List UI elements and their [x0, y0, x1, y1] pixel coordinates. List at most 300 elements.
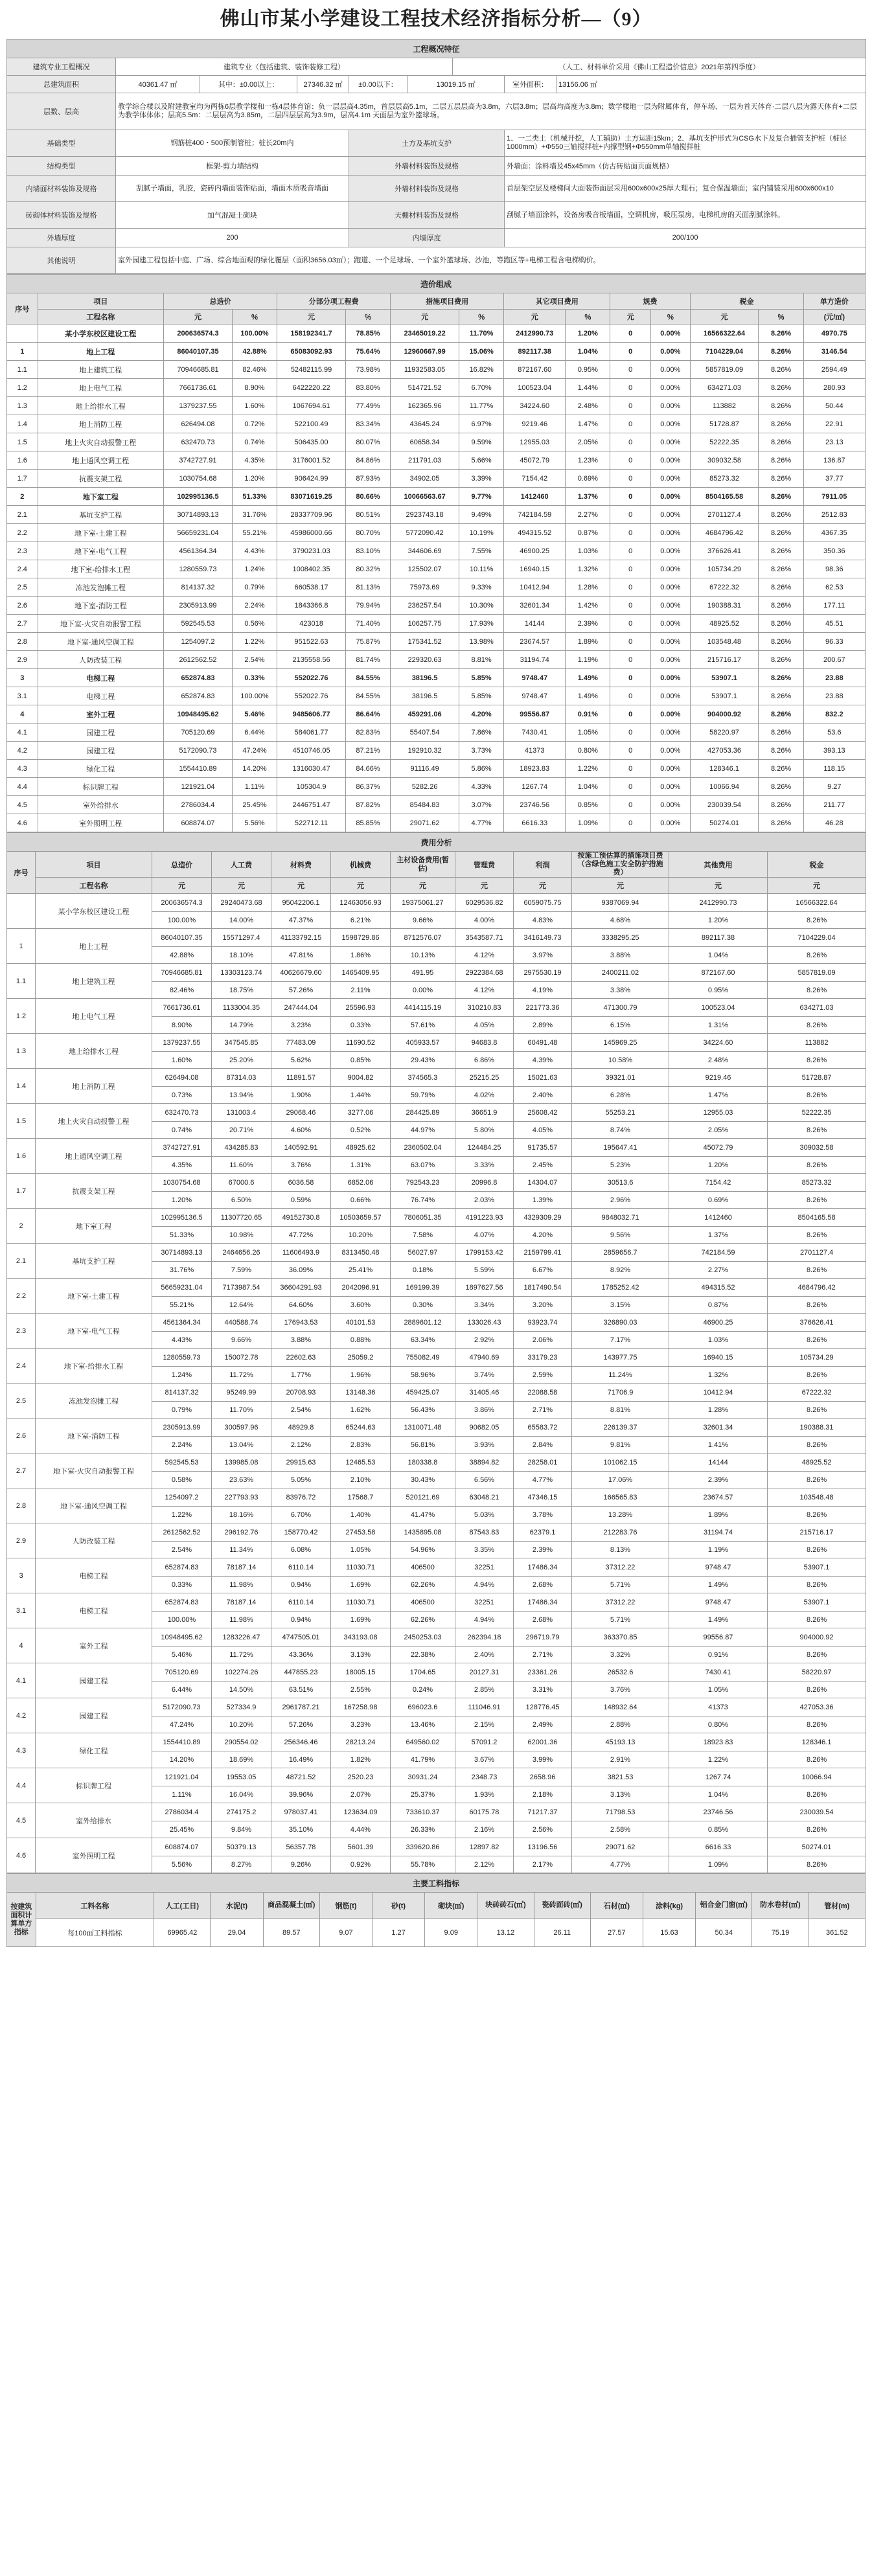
fee-percent: 2.10% [331, 1472, 391, 1488]
cost-value: 427053.36 [690, 742, 759, 760]
fee-value: 374565.3 [391, 1069, 455, 1087]
fee-percent: 18.75% [212, 982, 271, 999]
cost-value: 0.80% [566, 742, 610, 760]
fee-percent: 2.54% [271, 1402, 331, 1419]
fee-percent: 3.99% [514, 1751, 572, 1768]
fee-value: 310210.83 [455, 999, 514, 1017]
fee-percent: 8.26% [768, 1367, 866, 1384]
fee-value: 6059075.75 [514, 894, 572, 912]
fee-value: 343193.08 [331, 1628, 391, 1647]
cost-value: 0.85% [566, 796, 610, 814]
cost-value: 45986000.66 [277, 524, 346, 542]
fee-row [7, 1593, 866, 1612]
fee-value: 733610.37 [391, 1803, 455, 1821]
fee-value: 103548.48 [768, 1488, 866, 1507]
fee-percent: 4.05% [455, 1017, 514, 1034]
fee-percent: 3.88% [271, 1332, 331, 1349]
fee-percent: 3.38% [572, 982, 669, 999]
fee-value: 892117.38 [669, 929, 768, 947]
fee-value: 67000.6 [212, 1174, 271, 1192]
cost-value: 1.22% [232, 633, 277, 651]
fee-percent: 14.50% [212, 1681, 271, 1698]
fee-value: 78187.14 [212, 1558, 271, 1577]
item-name: 地上建筑工程 [36, 964, 152, 999]
cost-value: 0.00% [651, 542, 691, 560]
overview-label: 层数、层高 [7, 93, 116, 130]
fee-value: 3338295.25 [572, 929, 669, 947]
fee-value: 176943.53 [271, 1314, 331, 1332]
row-number: 2 [7, 488, 38, 506]
row-number: 2.7 [7, 615, 38, 633]
cost-value: 80.07% [345, 433, 390, 451]
fee-value: 2520.23 [331, 1768, 391, 1786]
fee-percent: 2.88% [572, 1716, 669, 1733]
fee-percent: 0.85% [669, 1821, 768, 1838]
fee-percent: 5.03% [455, 1507, 514, 1523]
fee-value: 520121.69 [391, 1488, 455, 1507]
cost-value: 85.85% [345, 814, 390, 832]
cost-value: 81.13% [345, 578, 390, 597]
cost-value: 1280559.73 [164, 560, 233, 578]
cost-value: 8.26% [759, 415, 803, 433]
materials-value: 89.57 [263, 1919, 319, 1947]
cost-value: 2594.49 [803, 361, 865, 379]
fee-percent: 5.05% [271, 1472, 331, 1488]
materials-header: 钢筋(t) [319, 1893, 372, 1919]
row-number: 1.7 [7, 1174, 36, 1209]
fee-value: 471300.79 [572, 999, 669, 1017]
fee-percent: 1.77% [271, 1367, 331, 1384]
cost-value: 0 [610, 433, 651, 451]
cost-value: 1254097.2 [164, 633, 233, 651]
cost-value: 0 [610, 669, 651, 687]
cost-value: 11.77% [459, 397, 504, 415]
fee-percent: 3.23% [271, 1017, 331, 1034]
fee-percent: 35.10% [271, 1821, 331, 1838]
cost-value: 522100.49 [277, 415, 346, 433]
cost-value: 50.44 [803, 397, 865, 415]
cost-value: 8.81% [459, 651, 504, 669]
fee-heading: 费用分析 [7, 833, 866, 852]
fee-value: 4747505.01 [271, 1628, 331, 1647]
fee-percent: 22.38% [391, 1647, 455, 1663]
fee-value: 77483.09 [271, 1034, 331, 1052]
fee-value: 131003.4 [212, 1104, 271, 1122]
fee-value: 32251 [455, 1558, 514, 1577]
cost-value: 45072.79 [504, 451, 566, 470]
fee-percent: 100.00% [152, 1612, 212, 1628]
fee-header: 材料费 [271, 852, 331, 878]
cost-value: 0 [610, 651, 651, 669]
fee-percent: 7.58% [391, 1227, 455, 1244]
above-ground-area: 27346.32 ㎡ [297, 76, 349, 93]
fee-value: 3277.06 [331, 1104, 391, 1122]
cost-value: 1.22% [566, 760, 610, 778]
materials-header: 瓷砖面砖(㎡) [534, 1893, 590, 1919]
fee-percent: 1.20% [669, 912, 768, 929]
fee-percent: 2.40% [455, 1647, 514, 1663]
fee-value: 29071.62 [572, 1838, 669, 1856]
fee-percent: 0.95% [669, 982, 768, 999]
cost-value: 0.74% [232, 433, 277, 451]
cost-value: 7430.41 [504, 724, 566, 742]
cost-value: 1.05% [566, 724, 610, 742]
item-name: 地下室-火灾自动报警工程 [38, 615, 164, 633]
cost-value: 309032.58 [690, 451, 759, 470]
materials-header: 石材(㎡) [590, 1893, 643, 1919]
cost-value: 4.43% [232, 542, 277, 560]
fee-value: 195647.41 [572, 1139, 669, 1157]
fee-value: 37312.22 [572, 1558, 669, 1577]
fee-value: 32601.34 [669, 1419, 768, 1437]
fee-percent: 0.69% [669, 1192, 768, 1209]
cost-value: 28337709.96 [277, 506, 346, 524]
fee-percent: 1.11% [152, 1786, 212, 1803]
cost-value: 892117.38 [504, 343, 566, 361]
cost-value: 23.88 [803, 669, 865, 687]
fee-percent: 0.24% [391, 1681, 455, 1698]
overview-label: 外墙厚度 [7, 229, 116, 247]
unit-label: 元 [690, 310, 759, 325]
fee-value: 36604291.93 [271, 1279, 331, 1297]
cost-value: 82.46% [232, 361, 277, 379]
item-name: 抗震支架工程 [38, 470, 164, 488]
fee-percent: 39.96% [271, 1786, 331, 1803]
fee-percent: 10.20% [212, 1716, 271, 1733]
cost-row [7, 597, 866, 615]
site-area-label: 室外面积： [505, 76, 556, 93]
fee-percent: 4.77% [572, 1856, 669, 1873]
fee-value: 6110.14 [271, 1558, 331, 1577]
fee-value: 15021.63 [514, 1069, 572, 1087]
fee-percent: 17.06% [572, 1472, 669, 1488]
item-name: 园建工程 [38, 742, 164, 760]
fee-value: 29915.63 [271, 1453, 331, 1472]
fee-percent: 25.37% [391, 1786, 455, 1803]
cost-value: 118.15 [803, 760, 865, 778]
fee-value: 3543587.71 [455, 929, 514, 947]
fee-value: 48721.52 [271, 1768, 331, 1786]
cost-value: 162365.96 [391, 397, 459, 415]
fee-value: 41133792.15 [271, 929, 331, 947]
fee-value: 169199.39 [391, 1279, 455, 1297]
cost-value: 7661736.61 [164, 379, 233, 397]
fee-percent: 2.91% [572, 1751, 669, 1768]
cost-header: 措施项目费用 [391, 293, 504, 310]
overview-heading: 工程概况特征 [7, 40, 866, 58]
fee-percent: 0.91% [669, 1647, 768, 1663]
fee-percent: 8.26% [768, 1542, 866, 1558]
materials-value: 9.09 [425, 1919, 477, 1947]
fee-value: 256346.46 [271, 1733, 331, 1751]
cost-value: 7104229.04 [690, 343, 759, 361]
fee-percent: 1.05% [669, 1681, 768, 1698]
cost-value: 10.19% [459, 524, 504, 542]
fee-percent: 6.08% [271, 1542, 331, 1558]
below-ground-area: 13019.15 ㎡ [407, 76, 505, 93]
cost-value: 2.27% [566, 506, 610, 524]
fee-percent: 2.05% [669, 1122, 768, 1139]
cost-value: 1.47% [566, 415, 610, 433]
fee-value: 83976.72 [271, 1488, 331, 1507]
cost-value: 1.04% [566, 778, 610, 796]
cost-value: 43645.24 [391, 415, 459, 433]
cost-value: 4970.75 [803, 325, 865, 343]
fee-percent: 1.28% [669, 1402, 768, 1419]
fee-value: 5601.39 [331, 1838, 391, 1856]
cost-value: 34902.05 [391, 470, 459, 488]
fee-value: 6616.33 [669, 1838, 768, 1856]
fee-percent: 1.49% [669, 1612, 768, 1628]
cost-value: 350.36 [803, 542, 865, 560]
fee-percent: 3.15% [572, 1297, 669, 1314]
item-name: 室外工程 [36, 1628, 152, 1663]
cost-value: 8.26% [759, 488, 803, 506]
fee-value: 10412.94 [669, 1384, 768, 1402]
cost-value: 2135558.56 [277, 651, 346, 669]
cost-value: 0 [610, 361, 651, 379]
fee-percent: 3.13% [572, 1786, 669, 1803]
fee-value: 53907.1 [768, 1558, 866, 1577]
fee-value: 4561364.34 [152, 1314, 212, 1332]
cost-value: 5.56% [232, 814, 277, 832]
fee-percent: 42.88% [152, 947, 212, 964]
cost-value: 0 [610, 325, 651, 343]
cost-value: 80.66% [345, 488, 390, 506]
cost-value: 2412990.73 [504, 325, 566, 343]
unit-label: 元 [572, 878, 669, 894]
cost-value: 229320.63 [391, 651, 459, 669]
fee-percent: 1.60% [152, 1052, 212, 1069]
fee-value: 11606493.9 [271, 1244, 331, 1262]
fee-value: 99556.87 [669, 1628, 768, 1647]
fee-percent: 8.92% [572, 1262, 669, 1279]
fee-percent: 8.26% [768, 1087, 866, 1104]
item-name: 地上工程 [38, 343, 164, 361]
fee-value: 1133004.35 [212, 999, 271, 1017]
cost-value: 4510746.05 [277, 742, 346, 760]
fee-percent: 2.55% [331, 1681, 391, 1698]
fee-value: 11891.57 [271, 1069, 331, 1087]
cost-header: 规费 [610, 293, 690, 310]
cost-value: 82.83% [345, 724, 390, 742]
cost-value: 506435.00 [277, 433, 346, 451]
cost-value: 106257.75 [391, 615, 459, 633]
cost-value: 4.33% [459, 778, 504, 796]
cost-value: 47.24% [232, 742, 277, 760]
fee-value: 262394.18 [455, 1628, 514, 1647]
cost-value: 0.56% [232, 615, 277, 633]
fee-value: 33179.23 [514, 1349, 572, 1367]
fee-value: 95042206.1 [271, 894, 331, 912]
fee-value: 49152730.8 [271, 1209, 331, 1227]
fee-value: 10066.94 [768, 1768, 866, 1786]
fee-value: 71706.9 [572, 1384, 669, 1402]
overview-label: 外墙材料装饰及规格 [349, 176, 505, 202]
fee-value: 100523.04 [669, 999, 768, 1017]
fee-value: 376626.41 [768, 1314, 866, 1332]
fee-percent: 1.89% [669, 1507, 768, 1523]
cost-value: 38196.5 [391, 669, 459, 687]
fee-value: 247444.04 [271, 999, 331, 1017]
fee-value: 128346.1 [768, 1733, 866, 1751]
fee-value: 47346.15 [514, 1488, 572, 1507]
cost-rows [7, 325, 866, 832]
cost-table [6, 274, 866, 832]
fee-percent: 26.33% [391, 1821, 455, 1838]
cost-value: 0.00% [651, 760, 691, 778]
materials-header: 管材(m) [809, 1893, 865, 1919]
fee-percent: 2.92% [455, 1332, 514, 1349]
fee-percent: 1.22% [669, 1751, 768, 1768]
fee-value: 121921.04 [152, 1768, 212, 1786]
row-number: 2.2 [7, 524, 38, 542]
fee-value: 11030.71 [331, 1558, 391, 1577]
cost-value: 9485606.77 [277, 705, 346, 724]
cost-value: 0.00% [651, 415, 691, 433]
cost-value: 0 [610, 343, 651, 361]
fee-percent: 8.26% [768, 1122, 866, 1139]
cost-row [7, 615, 866, 633]
cost-value: 75.64% [345, 343, 390, 361]
overview-label: 砖砌体材料装饰及规格 [7, 202, 116, 229]
row-number: 2.3 [7, 542, 38, 560]
row-number: 4.2 [7, 742, 38, 760]
materials-value: 27.57 [590, 1919, 643, 1947]
cost-row [7, 560, 866, 578]
fee-percent: 6.56% [455, 1472, 514, 1488]
item-name: 地上建筑工程 [38, 361, 164, 379]
cost-row [7, 343, 866, 361]
fee-percent: 2.85% [455, 1681, 514, 1698]
fee-value: 814137.32 [152, 1384, 212, 1402]
cost-value: 230039.54 [690, 796, 759, 814]
cost-value: 42.88% [232, 343, 277, 361]
cost-value: 7154.42 [504, 470, 566, 488]
fee-percent: 8.26% [768, 1297, 866, 1314]
cost-value: 0.00% [651, 506, 691, 524]
fee-value: 1435895.08 [391, 1523, 455, 1542]
cost-value: 2786034.4 [164, 796, 233, 814]
overview-label: 内墙厚度 [349, 229, 505, 247]
fee-value: 1310071.48 [391, 1419, 455, 1437]
cost-row [7, 705, 866, 724]
fee-value: 1254097.2 [152, 1488, 212, 1507]
fee-value: 11690.52 [331, 1034, 391, 1052]
fee-value: 8313450.48 [331, 1244, 391, 1262]
fee-percent: 1.86% [331, 947, 391, 964]
cost-value: 8.26% [759, 343, 803, 361]
cost-value: 2.48% [566, 397, 610, 415]
cost-value: 814137.32 [164, 578, 233, 597]
cost-value: 9.59% [459, 433, 504, 451]
materials-value: 361.52 [809, 1919, 865, 1947]
fee-value: 406500 [391, 1558, 455, 1577]
cost-value: 8.26% [759, 633, 803, 651]
row-number: 4 [7, 705, 38, 724]
item-name: 园建工程 [36, 1663, 152, 1698]
row-number: 1.3 [7, 1034, 36, 1069]
cost-value: 136.87 [803, 451, 865, 470]
cost-value: 55.21% [232, 524, 277, 542]
item-name: 某小学东校区建设工程 [38, 325, 164, 343]
item-name: 地下室-火灾自动报警工程 [36, 1453, 152, 1488]
fee-value: 102995136.5 [152, 1209, 212, 1227]
cost-value: 80.70% [345, 524, 390, 542]
cost-value: 2.05% [566, 433, 610, 451]
fee-value: 2701127.4 [768, 1244, 866, 1262]
materials-value: 15.63 [643, 1919, 695, 1947]
cost-row [7, 415, 866, 433]
row-number: 4.3 [7, 1733, 36, 1768]
cost-value: 37.77 [803, 470, 865, 488]
fee-percent: 2.24% [152, 1437, 212, 1453]
fee-header: 其他费用 [669, 852, 768, 878]
cost-value: 4684796.42 [690, 524, 759, 542]
cost-value: 8.26% [759, 542, 803, 560]
cost-row [7, 796, 866, 814]
item-name: 地下室-土建工程 [36, 1279, 152, 1314]
materials-header: 砌块(㎥) [425, 1893, 477, 1919]
fee-percent: 2.16% [455, 1821, 514, 1838]
fee-value: 5172090.73 [152, 1698, 212, 1716]
cost-header: 序号 [7, 293, 38, 325]
fee-value: 12463056.93 [331, 894, 391, 912]
cost-value: 1.20% [232, 470, 277, 488]
row-number: 3.1 [7, 1593, 36, 1628]
cost-value: 31.76% [232, 506, 277, 524]
fee-value: 91735.57 [514, 1139, 572, 1157]
fee-percent: 8.26% [768, 1681, 866, 1698]
fee-percent: 16.04% [212, 1786, 271, 1803]
row-number: 4.5 [7, 796, 38, 814]
cost-value: 98.36 [803, 560, 865, 578]
fee-value: 8504165.58 [768, 1209, 866, 1227]
fee-value: 1785252.42 [572, 1279, 669, 1297]
fee-value: 6852.06 [331, 1174, 391, 1192]
fee-value: 4684796.42 [768, 1279, 866, 1297]
item-name: 地下室-给排水工程 [38, 560, 164, 578]
fee-percent: 8.26% [768, 1856, 866, 1873]
item-name: 地下室-消防工程 [38, 597, 164, 615]
cost-value: 83071619.25 [277, 488, 346, 506]
fee-value: 6110.14 [271, 1593, 331, 1612]
fee-percent: 9.81% [572, 1437, 669, 1453]
fee-value: 62379.1 [514, 1523, 572, 1542]
cost-row [7, 470, 866, 488]
fee-row [7, 1419, 866, 1437]
cost-value: 1.49% [566, 687, 610, 705]
cost-value: 7911.05 [803, 488, 865, 506]
fee-percent: 8.26% [768, 1821, 866, 1838]
fee-percent: 5.56% [152, 1856, 212, 1873]
cost-value: 71.40% [345, 615, 390, 633]
overview-value: 1、一二类土（机械开挖，人工辅助）土方运距15km；2、基坑支护形式为CSG水下及复合插管支护桩（桩径1000mm）+Φ550三轴搅拌桩+内撑型钢+Φ550mm单轴搅拌桩 [505, 130, 866, 157]
fee-value: 11030.71 [331, 1593, 391, 1612]
fee-value: 20996.8 [455, 1174, 514, 1192]
fee-percent: 4.12% [455, 947, 514, 964]
fee-percent: 11.60% [212, 1157, 271, 1174]
cost-value: 8.26% [759, 433, 803, 451]
cost-value: 46.28 [803, 814, 865, 832]
fee-percent: 3.76% [572, 1681, 669, 1698]
cost-value: 393.13 [803, 742, 865, 760]
cost-value: 0 [610, 578, 651, 597]
fee-percent: 62.26% [391, 1577, 455, 1593]
fee-value: 13303123.74 [212, 964, 271, 982]
row-number: 2.1 [7, 1244, 36, 1279]
fee-value: 1379237.55 [152, 1034, 212, 1052]
